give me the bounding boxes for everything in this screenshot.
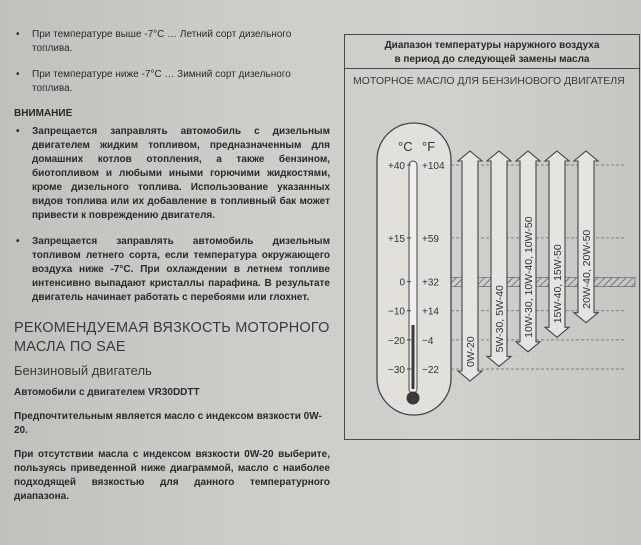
viscosity-grade-label: 0W-20 xyxy=(465,336,477,367)
viscosity-grade-label: 10W-30, 10W-40, 10W-50 xyxy=(523,216,535,338)
thermometer-mercury xyxy=(412,325,415,389)
warning-item-fuel-type xyxy=(12,125,330,223)
bullet-summer-diesel xyxy=(12,28,330,56)
scale-label-f: +32 xyxy=(422,277,439,289)
chart-subheader: МОТОРНОЕ МАСЛО ДЛЯ БЕНЗИНОВОГО ДВИГАТЕЛЯ xyxy=(353,75,625,87)
viscosity-chart xyxy=(344,34,640,440)
scale-label-c: +40 xyxy=(388,161,405,172)
viscosity-grade-label: 15W-40, 15W-50 xyxy=(552,244,564,324)
chart-header-line1: Диапазон температуры наружного воздуха xyxy=(384,40,600,51)
engine-label: Автомобили с двигателем VR30DDTT xyxy=(14,387,200,398)
bullet-dot: • xyxy=(16,126,20,137)
bullet-dot: • xyxy=(16,29,20,40)
unit-celsius: °C xyxy=(398,139,413,154)
preferred-oil-text: Предпочтительным является масло с индексом вязкости 0W-20. xyxy=(14,411,322,436)
scale-label-c: −10 xyxy=(388,306,405,318)
warning-item-summer-fuel xyxy=(12,235,330,305)
scale-label-c: +15 xyxy=(388,233,405,245)
section-title: РЕКОМЕНДУЕМАЯ ВЯЗКОСТЬ МОТОРНОГО МАСЛА ПО SAE xyxy=(14,320,330,355)
chart-header-line2: в период до следующей замены масла xyxy=(394,54,590,65)
bullet-text: При температуре выше -7°C … Летний сорт дизельного топлива. xyxy=(32,29,292,54)
scale-label-f: +14 xyxy=(422,306,439,318)
section-subtitle: Бензиновый двигатель xyxy=(14,363,152,378)
text-column xyxy=(12,28,330,514)
scale-label-f: +104 xyxy=(422,161,445,172)
scale-label-f: −4 xyxy=(422,335,434,347)
scale-label-f: −22 xyxy=(422,365,439,376)
viscosity-grade-label: 5W-30, 5W-40 xyxy=(494,285,506,353)
bullet-winter-diesel xyxy=(12,68,330,96)
warning-text: Запрещается заправлять автомобиль с дизельным двигателем жидким топливом, предназначенным для домашних котлов отопления, а также бензином, биотопливом и любыми иными горючими жидкостями, кроме дизельного топлива. Использование указанных видов топлива или их добавление в топливный бак может привести к повреждению двигателя. xyxy=(32,126,330,221)
thermometer-bulb xyxy=(407,392,420,405)
scale-label-c: 0 xyxy=(399,277,405,289)
alternative-oil-text: При отсутствии масла с индексом вязкости 0W-20 выберите, пользуясь приведенной ниже диаграммой, масло с наиболее подходящей вязкостью для данного температурного диапазона. xyxy=(14,449,330,502)
bullet-dot: • xyxy=(16,69,20,80)
scale-label-c: −20 xyxy=(388,335,405,347)
viscosity-grade-label: 20W-40, 20W-50 xyxy=(581,229,593,309)
chart-svg xyxy=(345,35,641,441)
scale-label-f: +59 xyxy=(422,233,439,245)
scale-label-c: −30 xyxy=(388,365,405,376)
freezing-zone-hatch xyxy=(451,278,635,287)
unit-fahrenheit: °F xyxy=(422,139,436,154)
bullet-text: При температуре ниже -7°C … Зимний сорт дизельного топлива. xyxy=(32,69,291,94)
warning-title: ВНИМАНИЕ xyxy=(14,108,73,119)
warning-text: Запрещается заправлять автомобиль дизельным топливом летнего сорта, если температура окружающего воздуха ниже -7°C. При охлаждении в летнем топливе интенсивно выпадают кристаллы парафина. В результате двигатель начинает работать с перебоями или глохнет. xyxy=(32,236,330,303)
bullet-dot: • xyxy=(16,236,20,247)
